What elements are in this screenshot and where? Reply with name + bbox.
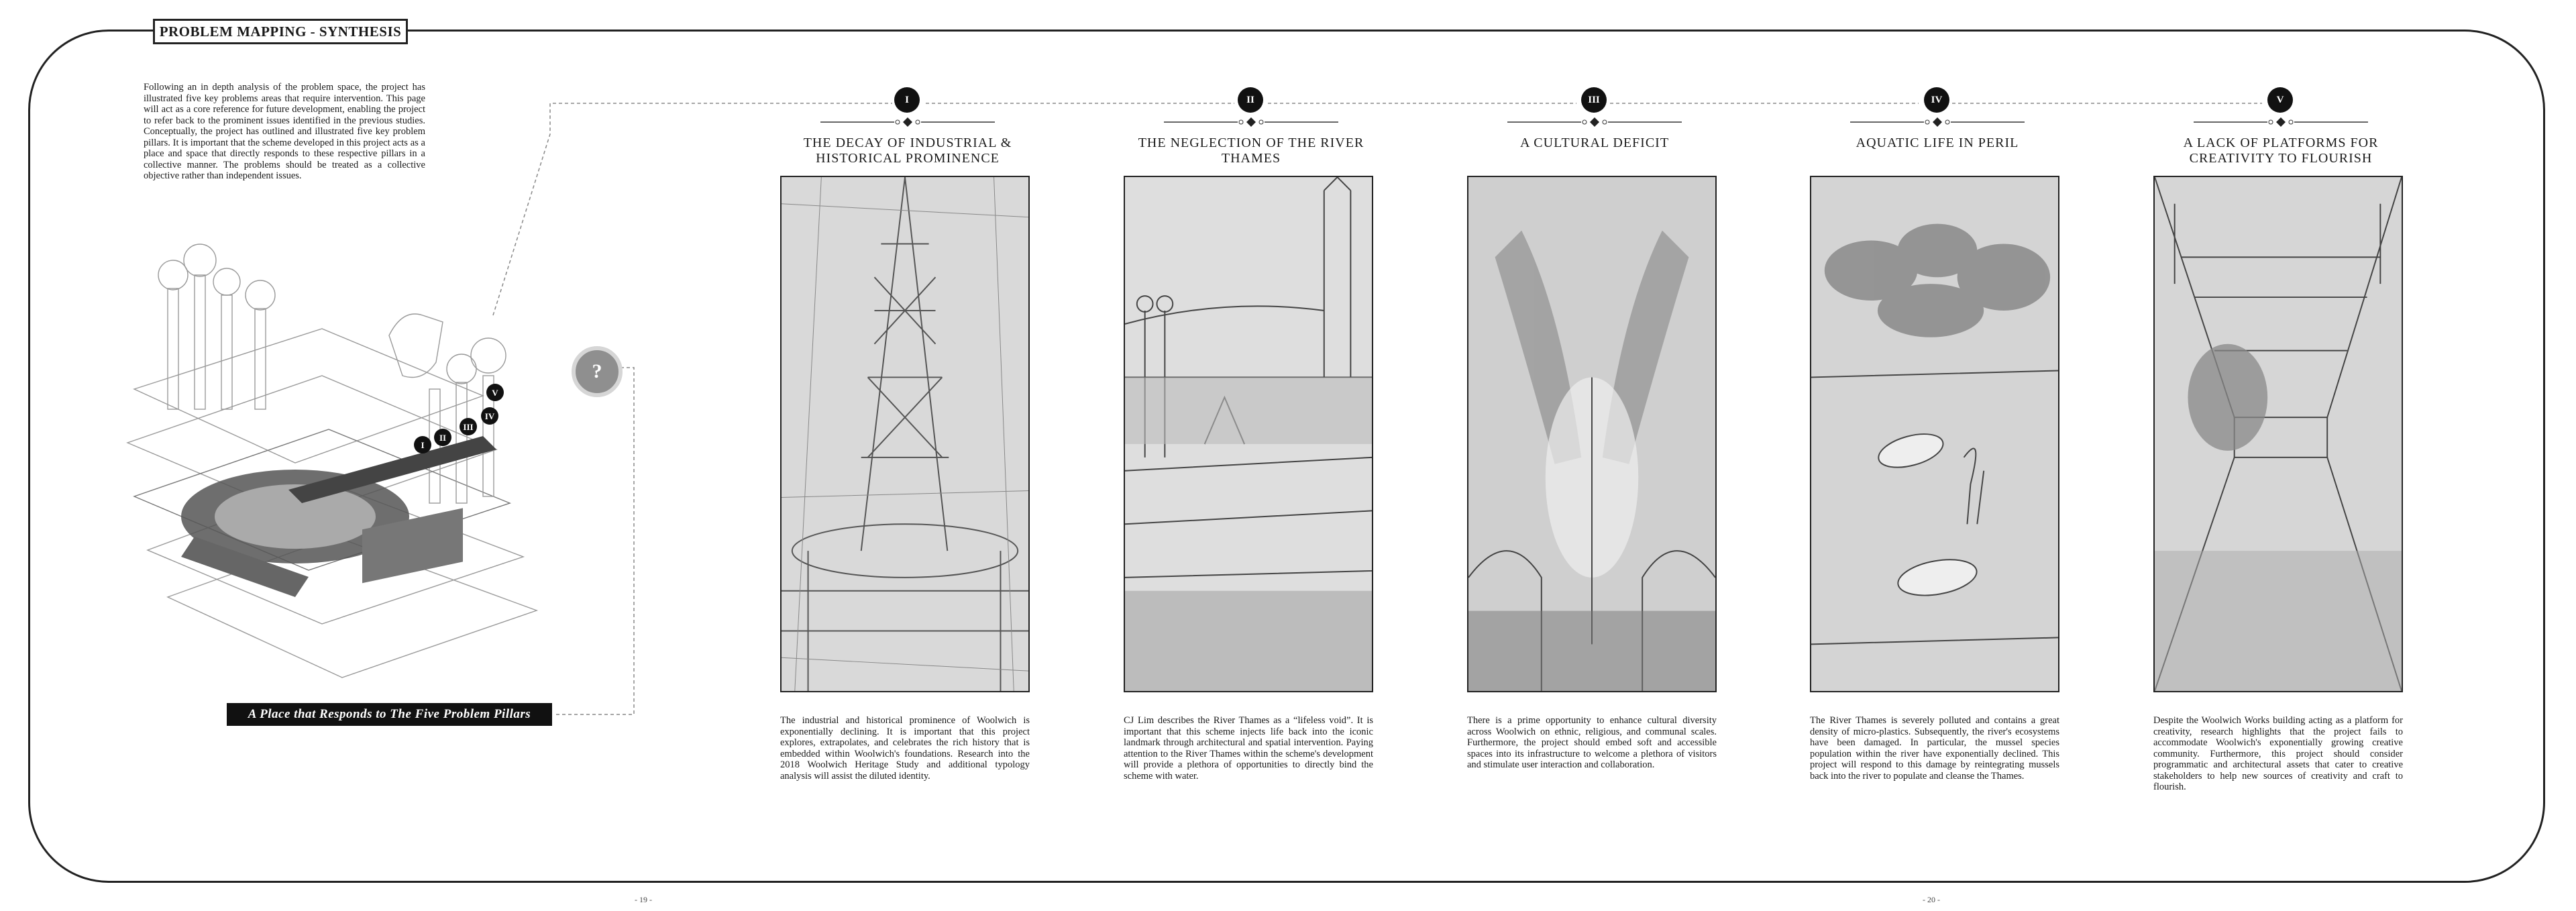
axon-marker-1: I [421, 440, 425, 450]
pillar-description: There is a prime opportunity to enhance cultural diversity across Woolwich on ethnic, religious, and communal scales. Furthermore, the project should embed soft and accessible spaces into its infrastructure to welcome a plethora of visitors and stimulate user interaction and collaboration. [1467, 715, 1717, 770]
pillar-numeral-badge: II [1238, 87, 1263, 113]
axon-caption: A Place that Responds to The Five Problem Pillars [227, 703, 552, 726]
pillar-numeral-badge: V [2267, 87, 2293, 113]
page-number-left: - 19 - [635, 895, 652, 904]
pillar-numeral-badge: I [894, 87, 920, 113]
intro-paragraph: Following an in depth analysis of the problem space, the project has illustrated five key problems areas that require intervention. This page will act as a core reference for future development, enabling the project to refer back to the prominent issues identified in the previous studies. Conceptually, the project has outlined and illustrated five key problem pillars. It is important that the scheme developed in this project acts as a place and space that directly responds to these respective pillars in a collective manner. The problems should be treated as a collective objective rather than independent issues. [144, 82, 425, 181]
ornament-divider [820, 117, 995, 127]
pillar-title: A CULTURAL DEFICIT [1519, 136, 1670, 150]
pillar-description: Despite the Woolwich Works building acting as a platform for creativity, research highlights that the project fails to accommodate Woolwich's exponentially growing creative community. Furthermore, this project should consider programmatic and architectural assets that cater to creative stakeholders to help new sources of creativity and craft to flourish. [2153, 715, 2403, 792]
axon-marker-2: II [439, 433, 447, 443]
pillar-title: A LACK OF PLATFORMS FOR CREATIVITY TO FLOURISH [2183, 136, 2379, 166]
ornament-divider [1164, 117, 1338, 127]
pillar-illustration-thames [1124, 176, 1373, 692]
ornament-divider [1850, 117, 2025, 127]
page-number-right: - 20 - [1923, 895, 1940, 904]
pillar-illustration-cultural [1467, 176, 1717, 692]
section-title: PROBLEM MAPPING - SYNTHESIS [153, 19, 408, 44]
pillar-title: THE NEGLECTION OF THE RIVER THAMES [1138, 136, 1364, 166]
pillar-illustration-aquatic [1810, 176, 2059, 692]
pillar-numeral-badge: III [1581, 87, 1607, 113]
pillar-numeral-badge: IV [1924, 87, 1949, 113]
ornament-divider [1507, 117, 1682, 127]
pillar-description: The industrial and historical prominence of Woolwich is exponentially declining. It is important that this project explores, extrapolates, and celebrates the rich history that is embedded within Woolwich's foundations. Research into the 2018 Woolwich Heritage Study and additional typology analysis will assist the diluted identity. [780, 715, 1030, 782]
axonometric-illustration [107, 221, 617, 718]
pillar-description: CJ Lim describes the River Thames as a “lifeless void”. It is important that this scheme injects life back into the iconic landmark through architectural and spatial intervention. Paying attention to the River Thames within the scheme's development will provide a plethora of opportunities to directly bind the scheme with water. [1124, 715, 1373, 782]
pillar-illustration-industrial [780, 176, 1030, 692]
pillar-title: THE DECAY OF INDUSTRIAL & HISTORICAL PROMINENCE [803, 136, 1012, 166]
axon-marker-3: III [463, 422, 474, 432]
axon-marker-4: IV [484, 411, 495, 421]
question-icon: ? [572, 346, 623, 397]
pillar-title: AQUATIC LIFE IN PERIL [1856, 136, 2019, 150]
axon-marker-5: V [492, 388, 498, 398]
pillar-description: The River Thames is severely polluted and contains a great density of micro-plastics. Subsequently, the river's ecosystems have been damaged. In particular, the mussel species population within the river have exponentially declined. This project will respond to this damage by reintegrating mussels back into the river to populate and cleanse the Thames. [1810, 715, 2059, 782]
ornament-divider [2194, 117, 2368, 127]
pillar-illustration-creativity [2153, 176, 2403, 692]
